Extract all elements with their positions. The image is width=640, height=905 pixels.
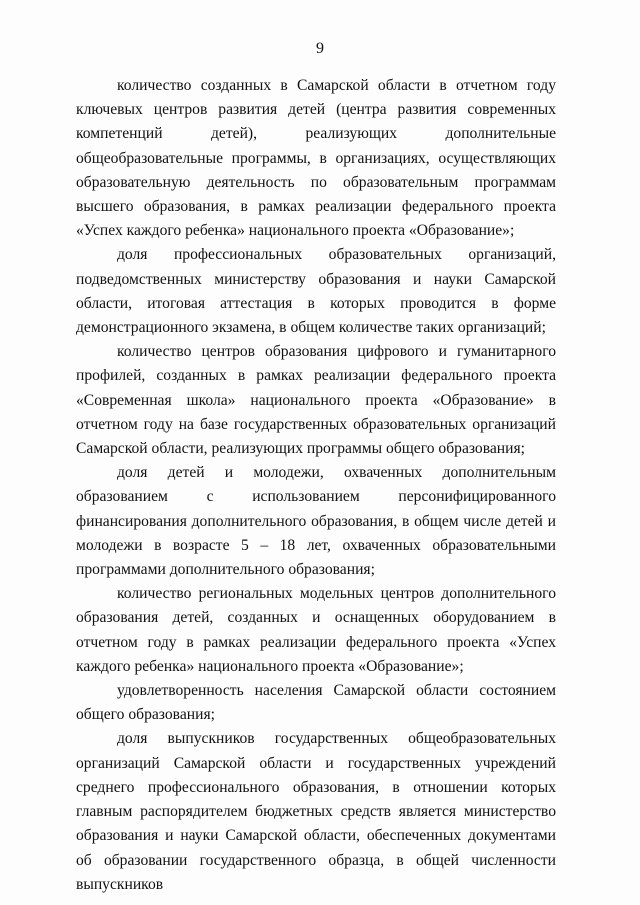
paragraph-7: доля выпускников государственных общеобразовательных организаций Самарской области и государственных учреждений среднего профессионального образования, в отношении которых главным распорядителем бюджетных средств является министерство образования и науки Самарской области, обеспеченных документами об образовании государственного образца, в общей численности выпускников — [76, 730, 556, 893]
paragraph-3: количество центров образования цифрового и гуманитарного профилей, созданных в рамках реализации федерального проекта «Современная школа» национального проекта «Образование» в отчетном году на базе государственных образовательных организаций Самарской области, реализующих программы общего образования; — [76, 343, 556, 458]
paragraph-5: количество региональных модельных центров дополнительного образования детей, созданных и оснащенных оборудованием в отчетном году в рамках реализации федерального проекта «Успех каждого ребенка» национального проекта «Образование»; — [76, 585, 556, 675]
paragraph-6: удовлетворенность населения Самарской области состоянием общего образования; — [76, 682, 556, 724]
document-body — [76, 74, 556, 897]
paragraph-2: доля профессиональных образовательных организаций, подведомственных министерству образования и науки Самарской области, итоговая аттестация в которых проводится в форме демонстрационного экзамена, в общем количестве таких организаций; — [76, 246, 556, 337]
paragraph-4: доля детей и молодежи, охваченных дополнительным образованием с использованием персонифицированного финансирования дополнительного образования, в общем числе детей и молодежи в возрасте 5 – 18 лет, охваченных образовательными программами дополнительного образования; — [76, 464, 556, 579]
paragraph-1: количество созданных в Самарской области в отчетном году ключевых центров развития детей (центра развития современных компетенций детей), реализующих дополнительные общеобразовательные программы, в организациях, осуществляющих образовательную деятельность по образовательным программам высшего образования, в рамках реализации федерального проекта «Успех каждого ребенка» национального проекта «Образование»; — [76, 77, 556, 240]
page-number: 9 — [316, 40, 324, 57]
